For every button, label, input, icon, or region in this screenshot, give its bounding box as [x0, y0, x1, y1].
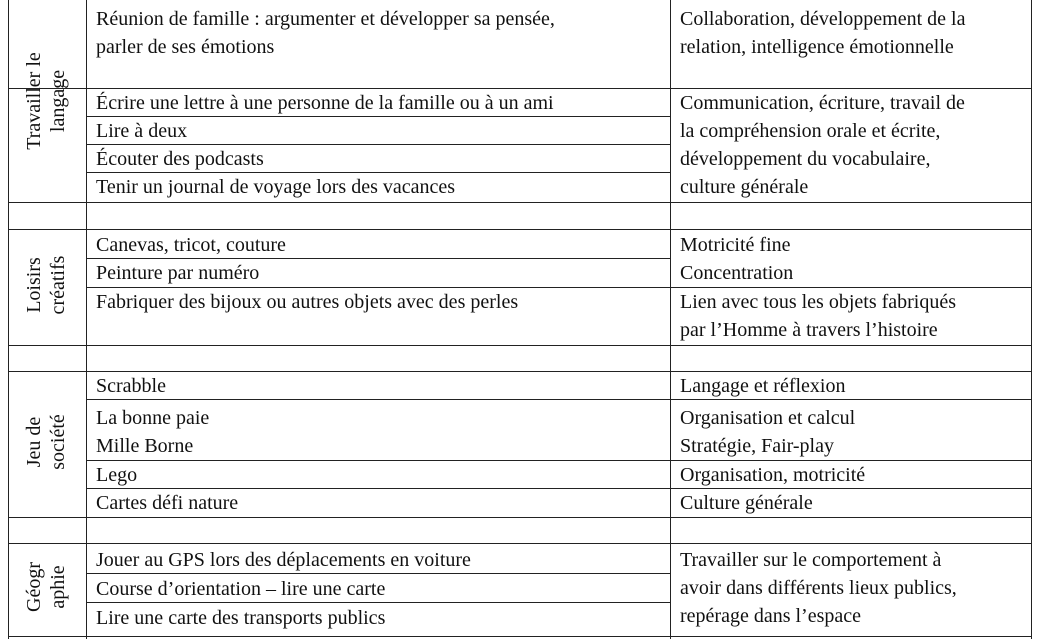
activity-cell: Tenir un journal de voyage lors des vacances	[96, 176, 456, 198]
section-divider	[8, 345, 1032, 346]
activity-cell: Scrabble	[96, 375, 166, 397]
activity-cell: Fabriquer des bijoux ou autres objets avec des perles	[96, 291, 519, 313]
category-label: Géogr aphie	[23, 562, 69, 612]
activity-cell: Écouter des podcasts	[96, 148, 264, 170]
activity-cell: Écrire une lettre à une personne de la famille ou à un ami	[96, 92, 554, 114]
skills-cell: Culture générale	[680, 492, 813, 514]
skills-cell: Organisation et calcul Stratégie, Fair-play	[680, 407, 856, 457]
activity-cell: Lego	[96, 464, 138, 486]
activity-cell: Lire une carte des transports publics	[96, 607, 386, 629]
section-divider	[8, 517, 1032, 518]
category-label: Travailler le langage	[23, 52, 69, 150]
skills-cell: Langage et réflexion	[680, 375, 846, 397]
activity-cell: Course d’orientation – lire une carte	[96, 578, 386, 600]
category-label: Jeu de société	[23, 414, 69, 470]
activity-cell: Peinture par numéro	[96, 262, 260, 284]
skills-cell: Organisation, motricité	[680, 464, 866, 486]
activity-cell: Jouer au GPS lors des déplacements en voiture	[96, 549, 471, 571]
skills-cell: Motricité fine Concentration	[680, 234, 794, 284]
activity-cell: La bonne paie Mille Borne	[96, 407, 210, 457]
skills-cell: Communication, écriture, travail de la compréhension orale et écrite, développement du vocabulaire, culture générale	[680, 92, 965, 198]
skills-cell: Collaboration, développement de la relation, intelligence émotionnelle	[680, 8, 966, 58]
activity-cell: Lire à deux	[96, 120, 188, 142]
row-divider	[8, 636, 1032, 637]
row-divider	[86, 460, 671, 461]
row-divider	[86, 399, 671, 400]
category-label: Loisirs créatifs	[23, 255, 69, 315]
skills-cell: Travailler sur le comportement à avoir dans différents lieux publics, repérage dans l’espace	[680, 549, 957, 627]
activity-cell: Canevas, tricot, couture	[96, 234, 286, 256]
section-divider	[8, 543, 1032, 544]
section-divider	[8, 229, 1032, 230]
section-divider	[8, 202, 1032, 203]
activity-cell: Réunion de famille : argumenter et développer sa pensée, parler de ses émotions	[96, 8, 555, 58]
skills-cell: Lien avec tous les objets fabriqués par l’Homme à travers l’histoire	[680, 291, 957, 341]
activity-cell: Cartes défi nature	[96, 492, 239, 514]
